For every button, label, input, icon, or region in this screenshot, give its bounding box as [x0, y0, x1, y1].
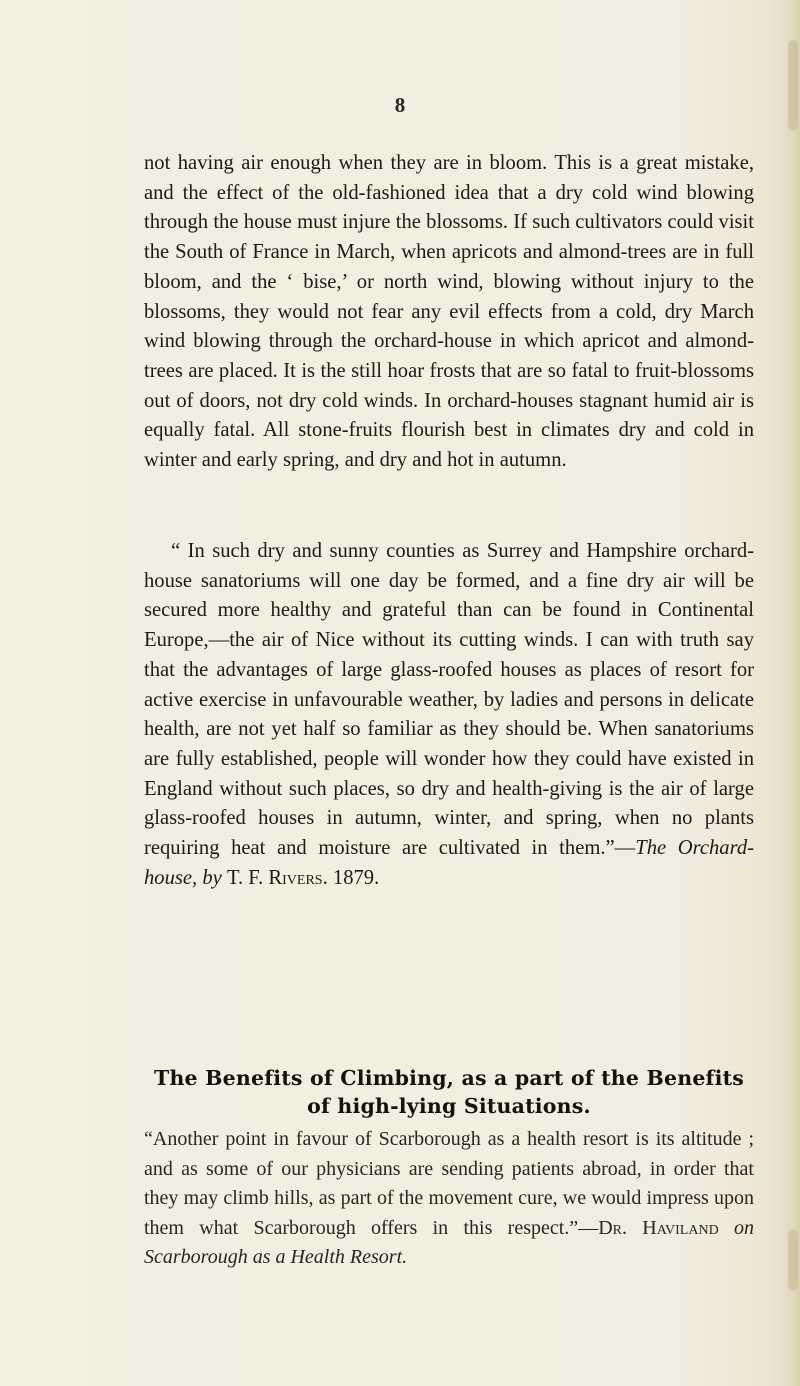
source-author: Dr. Haviland — [598, 1216, 719, 1239]
quote-text: “ In such dry and sunny counties as Surrey and Hampshire orchard-house sanatoriums will one day be formed, and a fine dry air will be secured more healthy and grateful than can be found in Continental Europe,—the air of Nice without its cutting winds. I can with truth say that the advantages of large glass-roofed houses as places of resort for active exercise in unfavourable weather, by ladies and persons in delicate health, are not yet half so familiar as they should be. When sanatoriums are fully established, people will wonder how they could have existed in England without such places, so dry and health-giving is the air of large glass-roofed houses in autumn, winter, and spring, when no plants requiring heat and moisture are cultivated in them.” — [144, 540, 754, 860]
source-title: The Orchard-house, — [144, 837, 754, 889]
body-paragraph: not having air enough when they are in bloom. This is a great mistake, and the effect of the old-fashioned idea that a dry cold wind blowing through the house must injure the blossoms. If such cultivators could visit the South of France in March, when apricots and almond-trees are in full bloom, and the ‘ bise,’ or north wind, blowing without injury to the blossoms, they would not fear any evil effects from a cold, dry March wind blowing through the orchard-house in which apricot and almond-trees are placed. It is the still hoar frosts that are so fatal to fruit-blossoms out of doors, not dry cold winds. In orchard-houses stagnant humid air is equally fatal. All stone-fruits flourish best in climates dry and cold in winter and early spring, and dry and hot in autumn. — [144, 152, 754, 472]
source-title: on Scarborough — [144, 1216, 754, 1269]
source-year: 1879. — [332, 866, 380, 889]
quoted-paragraph — [144, 537, 754, 893]
quoted-paragraph — [144, 1125, 754, 1273]
source-title: as a Health Resort. — [252, 1246, 408, 1269]
section-heading: The Benefits of Climbing, as a part of the Benefits of high-lying Situations. — [154, 1066, 744, 1118]
source-author: T. F. Rivers. — [226, 866, 328, 889]
source-by: by — [202, 866, 222, 889]
attribution-dash: — — [614, 837, 636, 860]
margin-stain — [788, 1230, 798, 1290]
page-edge-shadow — [782, 0, 800, 1386]
page-number: 8 — [394, 93, 406, 117]
quote-text: “Another point in favour of Scarborough as a health resort is its altitude ; and as some of our physicians are sending patients abroad, in order that they may climb hills, as part of the movement cure, we would impress upon them what Scarborough offers in this respect.” — [144, 1128, 754, 1239]
attribution-dash: — — [578, 1216, 599, 1239]
